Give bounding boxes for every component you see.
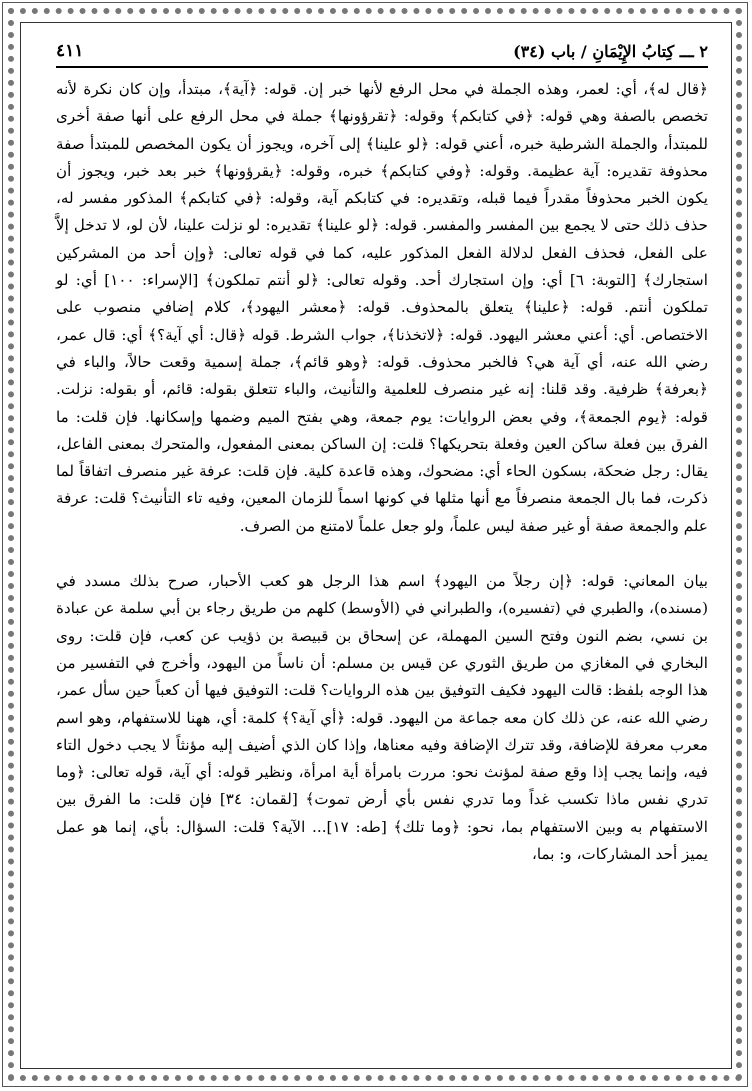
book-page: [56, 36, 708, 1076]
running-header: [56, 36, 708, 68]
paragraph-grammar: ﴿قال له﴾، أي: لعمر، وهذه الجملة في محل الرفع لأنها خبر إن. قوله: ﴿آية﴾، مبتدأ، وإن كان نكرة لأنه تخصص بالصفة وهي قوله: ﴿في كتابكم﴾ وقوله: ﴿تقرؤونها﴾ جملة في محل الرفع على أنها صفة أخرى للمبتدأ، والجملة الشرطية خبره، أعني قوله: ﴿لو علينا﴾ إلى آخره، ويجوز أن يكون المخصص للمبتدأ صفة محذوفة تقديره: آية عظيمة. وقوله: ﴿وفي كتابكم﴾ خبره، وقوله: ﴿يقرؤونها﴾ خبر بعد خبر، ويجوز أن يكون الخبر محذوفاً مقدراً فيما قبله، وتقديره: في كتابكم آية، وقوله: ﴿في كتابكم﴾ المذكور مفسر له، حذف ذلك حتى لا يجمع بين المفسر والمفسر. قوله: ﴿لو علينا﴾ تقديره: لو نزلت علينا، لأن لو، لا تدخل إلاَّ على الفعل، فحذف الفعل لدلالة الفعل المذكور عليه، كما في قوله تعالى: ﴿وإن أحد من المشركين استجارك﴾ [التوبة: ٦] أي: وإن استجارك أحد. وقوله تعالى: ﴿لو أنتم تملكون﴾ [الإسراء: ١٠٠] أي: لو تملكون أنتم. قوله: ﴿علينا﴾ يتعلق بالمحذوف. قوله: ﴿معشر اليهود﴾، كلام إضافي منصوب على الاختصاص. أي: أعني معشر اليهود. قوله: ﴿لاتخذنا﴾، جواب الشرط. قوله ﴿قال: أي آية؟﴾ أي: قال عمر، رضي الله عنه، أي آية هي؟ فالخبر محذوف. قوله: ﴿وهو قائم﴾، جملة إسمية وقعت حالاً، والباء في ﴿بعرفة﴾ ظرفية. وقد قلنا: إنه غير منصرف للعلمية والتأنيث، والباء تتعلق بقوله: قائم، أو بقوله: نزلت. قوله: ﴿يوم الجمعة﴾، وفي بعض الروايات: يوم جمعة، وهي بفتح الميم وضمها وإسكانها. فإن قلت: ما الفرق بين فعلة ساكن العين وفعلة بتحريكها؟ قلت: إن الساكن بمعنى المفعول، والمتحرك بمعنى الفاعل، يقال: رجل ضحكة، بسكون الحاء أي: مضحوك، وهذه قاعدة كلية. فإن قلت: عرفة غير منصرف اتفاقاً لما ذكرت، فما بال الجمعة منصرفاً مع أنها مثلها في كونها اسماً للزمان المعين، وفيه تاء التأنيث؟ قلت: عرفة علم والجمعة صفة أو غير صفة ليس علماً، ولو جعل علماً لامتنع من الصرف.: [56, 80, 708, 535]
paragraph-meanings: بيان المعاني: قوله: ﴿إن رجلاً من اليهود﴾ اسم هذا الرجل هو كعب الأحبار، صرح بذلك مسدد في (مسنده)، والطبري في (تفسيره)، والطبراني في (الأوسط) كلهم من طريق رجاء بن أبي سلمة عن عبادة بن نسي، بضم النون وفتح السين المهملة، عن إسحاق بن قبيصة بن ذؤيب عن كعب، فإن قلت: روى البخاري في المغازي من طريق الثوري عن قيس بن مسلم: أن ناساً من اليهود، وأخرج في التفسير من هذا الوجه بلفظ: قالت اليهود فكيف التوفيق بين هذه الروايات؟ قلت: التوفيق فيها أن كعباً حين سأل عمر، رضي الله عنه، عن ذلك كان معه جماعة من اليهود. قوله: ﴿أي آية؟﴾ كلمة: أي، ههنا للاستفهام، وهو اسم معرب معرفة للإضافة، وقد تترك الإضافة وفيه معناها، وإذا كان الذي أضيف إليه مؤنثاً لا يجب دخول التاء فيه، وإنما يجب إذا وقع صفة لمؤنث نحو: مررت بامرأة أية امرأة، ونظير قوله: أي آية، قوله تعالى: ﴿وما تدري نفس ماذا تكسب غداً وما تدري نفس بأي أرض تموت﴾ [لقمان: ٣٤] فإن قلت: ما الفرق بين الاستفهام به وبين الاستفهام بما، نحو: ﴿وما تلك﴾ [طه: ١٧]... الآية؟ قلت: السؤال: بأي، إنما هو عمل يميز أحد المشاركات، و: بما،: [56, 572, 709, 864]
page-number: ٤١١: [56, 41, 84, 61]
page-body: [56, 76, 708, 868]
chapter-title: ٢ ـــ كِتابُ الإِيْمَانِ / باب (٣٤): [513, 41, 708, 61]
